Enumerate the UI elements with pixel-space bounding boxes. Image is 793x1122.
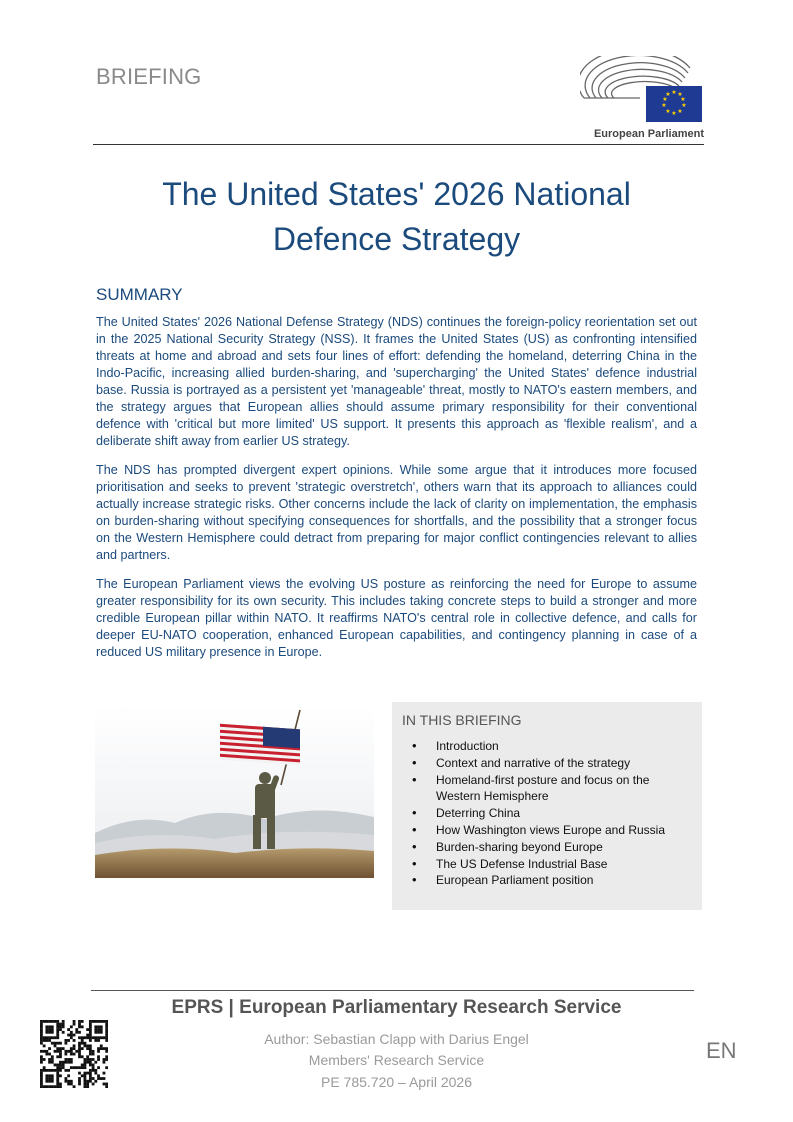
svg-text:★: ★ (662, 96, 668, 103)
contents-item: • Introduction (402, 738, 697, 755)
summary-heading: SUMMARY (96, 285, 183, 304)
svg-text:★: ★ (681, 102, 687, 109)
svg-text:★: ★ (680, 96, 686, 103)
document-type-label: BRIEFING (96, 64, 202, 89)
summary-paragraph: The NDS has prompted divergent expert opinions. While some argue that it introduces more focused prioritisation and seeks to prevent 'strategic overstretch', others warn that its approach to alliances could actually increase strategic risks. Other concerns include the lack of clarity on implementation, the emphasis on burden-sharing without specifying consequences for shortfalls, and the possibility that a stronger focus on the Western Hemisphere could detract from preparing for major conflict contingencies relevant to allies and partners. (96, 463, 697, 562)
title-line: The United States' 2026 National (162, 176, 631, 212)
header-divider (93, 144, 704, 145)
summary-paragraph: The European Parliament views the evolving US posture as reinforcing the need for Europe to assume greater responsibility for its own security. This includes taking concrete steps to build a stronger and more credible European pillar within NATO. It reaffirms NATO's central role in collective defence, and calls for deeper EU-NATO cooperation, enhanced European capabilities, and contingency planning in case of a reduced US military presence in Europe. (96, 577, 697, 659)
contents-list (402, 738, 697, 889)
logo-caption: European Parliament (593, 128, 704, 140)
contents-item: • Homeland-first posture and focus on the Western Hemisphere (402, 772, 697, 806)
contents-item: • European Parliament position (402, 872, 697, 889)
soldier-with-flag-photo (95, 705, 374, 878)
contents-item: • How Washington views Europe and Russia (402, 822, 697, 839)
author-line: Author: Sebastian Clapp with Darius Engel (264, 1031, 529, 1047)
svg-text:★: ★ (661, 102, 667, 109)
reference-line: PE 785.720 – April 2026 (320, 1074, 472, 1090)
department-line: Members' Research Service (308, 1052, 485, 1068)
svg-text:★: ★ (677, 91, 683, 98)
svg-text:★: ★ (665, 108, 671, 115)
service-title: EPRS | European Parliamentary Research Service (171, 997, 622, 1018)
language-code: EN (706, 1038, 737, 1063)
summary-paragraph: The United States' 2026 National Defense Strategy (NDS) continues the foreign-policy reorientation set out in the 2025 National Security Strategy (NSS). It frames the United States (US) as confronting intensified threats at home and abroad and sets four lines of effort: defending the homeland, deterring China in the Indo-Pacific, increasing allied burden-sharing, and 'supercharging' the United States' defence industrial base. Russia is portrayed as a persistent yet 'manageable' threat, mostly to NATO's eastern members, and the strategy argues that European allies should assume primary responsibility for their conventional defence with 'critical but more limited' US support. It presents this approach as 'flexible realism', and a deliberate shift away from earlier US strategy. (96, 315, 697, 448)
footer-divider (91, 990, 694, 991)
svg-text:★: ★ (671, 110, 677, 117)
document-title (96, 172, 697, 262)
contents-item: • The US Defense Industrial Base (402, 856, 697, 873)
svg-text:★: ★ (677, 108, 683, 115)
title-line: Defence Strategy (272, 221, 521, 257)
in-this-briefing-heading: IN THIS BRIEFING (402, 712, 522, 728)
qr-code (40, 1020, 108, 1088)
contents-item: • Burden-sharing beyond Europe (402, 839, 697, 856)
contents-item: • Context and narrative of the strategy (402, 755, 697, 772)
contents-item: • Deterring China (402, 805, 697, 822)
svg-text:★: ★ (665, 91, 671, 98)
svg-text:★: ★ (671, 89, 677, 96)
